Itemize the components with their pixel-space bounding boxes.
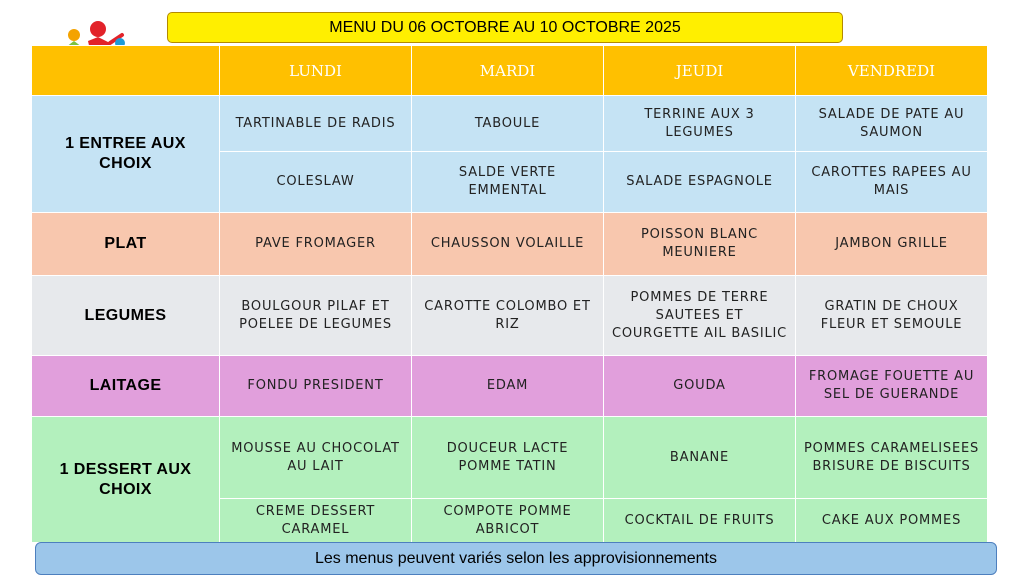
category-laitage: LAITAGE <box>32 356 220 417</box>
entree-row-1 <box>32 96 988 152</box>
day-header-vendredi: VENDREDI <box>796 46 988 96</box>
day-header-lundi: LUNDI <box>220 46 412 96</box>
legumes-row <box>32 276 988 356</box>
menu-cell: POMMES CARAMELISEES BRISURE DE BISCUITS <box>796 417 988 499</box>
menu-cell: PAVE FROMAGER <box>220 213 412 276</box>
plat-row <box>32 213 988 276</box>
menu-cell: TERRINE AUX 3 LEGUMES <box>604 96 796 152</box>
category-dessert: 1 DESSERT AUX CHOIX <box>32 417 220 543</box>
menu-cell: DOUCEUR LACTE POMME TATIN <box>412 417 604 499</box>
menu-cell: POISSON BLANC MEUNIERE <box>604 213 796 276</box>
menu-cell: BOULGOUR PILAF ET POELEE DE LEGUMES <box>220 276 412 356</box>
header-corner <box>32 46 220 96</box>
dessert-row-1 <box>32 417 988 499</box>
menu-cell: GRATIN DE CHOUX FLEUR ET SEMOULE <box>796 276 988 356</box>
laitage-row <box>32 356 988 417</box>
menu-cell: SALADE DE PATE AU SAUMON <box>796 96 988 152</box>
menu-cell: BANANE <box>604 417 796 499</box>
menu-cell: GOUDA <box>604 356 796 417</box>
menu-cell: CAROTTE COLOMBO ET RIZ <box>412 276 604 356</box>
menu-cell: FONDU PRESIDENT <box>220 356 412 417</box>
menu-table <box>31 45 988 543</box>
menu-title: MENU DU 06 OCTOBRE AU 10 OCTOBRE 2025 <box>167 12 843 43</box>
menu-cell: COCKTAIL DE FRUITS <box>604 499 796 543</box>
day-header-mardi: MARDI <box>412 46 604 96</box>
category-legumes: LEGUMES <box>32 276 220 356</box>
footer-note: Les menus peuvent variés selon les approvisionnements <box>35 542 997 575</box>
menu-cell: CAKE AUX POMMES <box>796 499 988 543</box>
category-plat: PLAT <box>32 213 220 276</box>
menu-cell: JAMBON GRILLE <box>796 213 988 276</box>
menu-cell: TABOULE <box>412 96 604 152</box>
menu-cell: SALDE VERTE EMMENTAL <box>412 152 604 213</box>
menu-cell: SALADE ESPAGNOLE <box>604 152 796 213</box>
menu-cell: EDAM <box>412 356 604 417</box>
menu-cell: FROMAGE FOUETTE AU SEL DE GUERANDE <box>796 356 988 417</box>
menu-cell: CAROTTES RAPEES AU MAIS <box>796 152 988 213</box>
menu-cell: COMPOTE POMME ABRICOT <box>412 499 604 543</box>
day-header-jeudi: JEUDI <box>604 46 796 96</box>
menu-cell: POMMES DE TERRE SAUTEES ET COURGETTE AIL BASILIC <box>604 276 796 356</box>
menu-cell: TARTINABLE DE RADIS <box>220 96 412 152</box>
menu-cell: CHAUSSON VOLAILLE <box>412 213 604 276</box>
menu-cell: COLESLAW <box>220 152 412 213</box>
menu-cell: CREME DESSERT CARAMEL <box>220 499 412 543</box>
header-row <box>32 46 988 96</box>
category-entree: 1 ENTREE AUX CHOIX <box>32 96 220 213</box>
menu-cell: MOUSSE AU CHOCOLAT AU LAIT <box>220 417 412 499</box>
